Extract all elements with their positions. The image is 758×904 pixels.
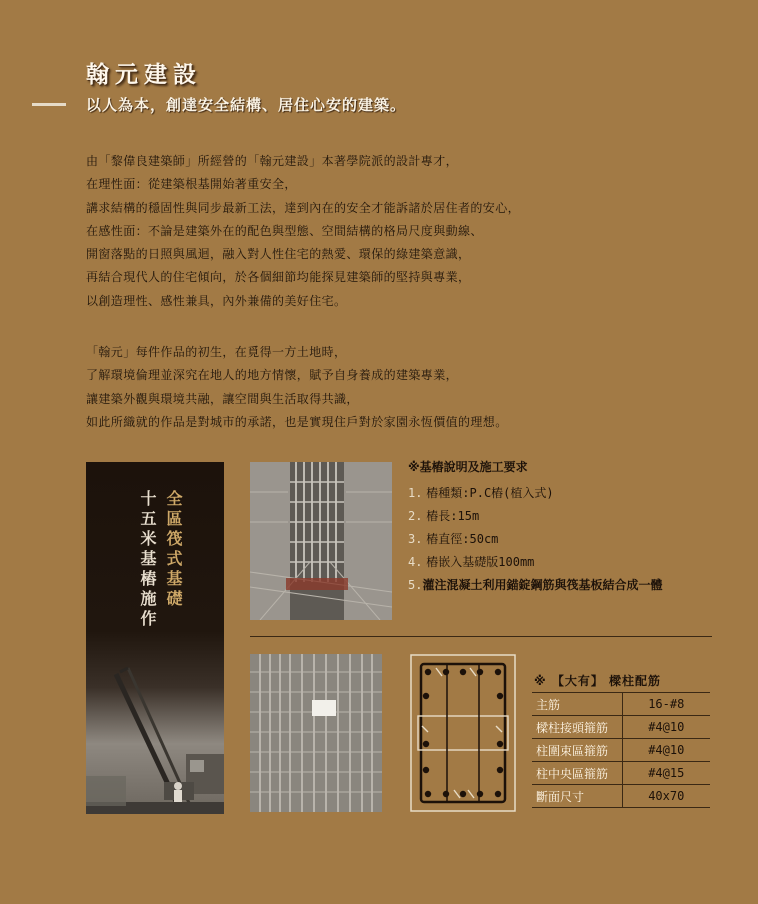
foundation-photo-panel	[86, 462, 224, 814]
intro-line: 在理性面：從建築根基開始著重安全，	[86, 177, 297, 192]
pile-spec-title: ※基樁說明及施工要求	[408, 460, 528, 474]
rebar-label: 柱圍束區箍筋	[532, 739, 622, 762]
intro-line: 以創造理性、感性兼具，內外兼備的美好住宅。	[86, 293, 347, 308]
intro-line: 由「黎偉良建築師」所經營的「翰元建設」本著學院派的設計專才，	[86, 154, 459, 168]
company-name: 翰元建設	[86, 61, 202, 88]
philosophy-line: 如此所織就的作品是對城市的承諾，也是實現住戶對於家園永恆價值的理想。	[86, 414, 508, 429]
pile-spec-item: 2. 樁長:15m	[408, 509, 480, 523]
table-row	[532, 739, 710, 762]
intro-paragraph	[86, 150, 726, 313]
rebar-table-title: ※ 【大有】 樑柱配筋	[534, 674, 662, 688]
table-row	[532, 785, 710, 808]
vertical-title-pile-work: 十五米基樁施作	[138, 490, 157, 630]
rebar-label: 主筋	[532, 693, 622, 716]
pile-spec-item: 3. 樁直徑:50cm	[408, 532, 499, 546]
philosophy-line: 了解環境倫理並深究在地人的地方情懷，賦予自身養成的建築專業，	[86, 368, 459, 383]
philosophy-line: 讓建築外觀與環境共融，讓空間與生活取得共識，	[86, 391, 359, 406]
table-row	[532, 762, 710, 785]
intro-line: 在感性面：不論是建築外在的配色與型態、空間結構的格局尺度與動線、	[86, 223, 483, 238]
column-rebar-photo	[250, 654, 382, 812]
rebar-table	[532, 692, 710, 808]
pile-spec-list	[408, 484, 662, 599]
philosophy-line: 「翰元」每件作品的初生，在覓得一方土地時，	[86, 345, 347, 359]
rebar-label: 樑柱接頭箍筋	[532, 716, 622, 739]
intro-line: 開窗落點的日照與風迴，融入對人性住宅的熱愛、環保的綠建築意識，	[86, 247, 471, 262]
pile-spec-item: 5.灌注混凝土利用錨錠鋼筋與筏基板結合成一體	[408, 578, 663, 592]
pile-spec-item: 4. 樁嵌入基礎版100mm	[408, 555, 535, 569]
pile-cage-photo-top	[250, 462, 392, 620]
section-divider	[250, 636, 712, 637]
table-row	[532, 693, 710, 716]
pile-rig-photo	[86, 664, 224, 814]
philosophy-paragraph	[86, 341, 726, 434]
column-section-diagram	[410, 654, 516, 812]
decorative-dash	[32, 103, 66, 106]
rebar-value: 40x70	[622, 785, 710, 808]
vertical-title-raft-foundation: 全區筏式基礎	[164, 490, 183, 610]
pile-spec-item: 1. 樁種類:P.C樁(植入式)	[408, 486, 554, 500]
tagline: 以人為本，創達安全結構、居住心安的建築。	[86, 96, 407, 114]
rebar-value: #4@15	[622, 762, 710, 785]
rebar-label: 斷面尺寸	[532, 785, 622, 808]
table-row	[532, 716, 710, 739]
rebar-value: 16-#8	[622, 693, 710, 716]
rebar-label: 柱中央區箍筋	[532, 762, 622, 785]
intro-line: 再結合現代人的住宅傾向，於各個細節均能探見建築師的堅持與專業，	[86, 270, 471, 285]
intro-line: 講求結構的穩固性與同步最新工法，達到內在的安全才能訴諸於居住者的安心，	[86, 200, 521, 215]
rebar-value: #4@10	[622, 716, 710, 739]
rebar-value: #4@10	[622, 739, 710, 762]
